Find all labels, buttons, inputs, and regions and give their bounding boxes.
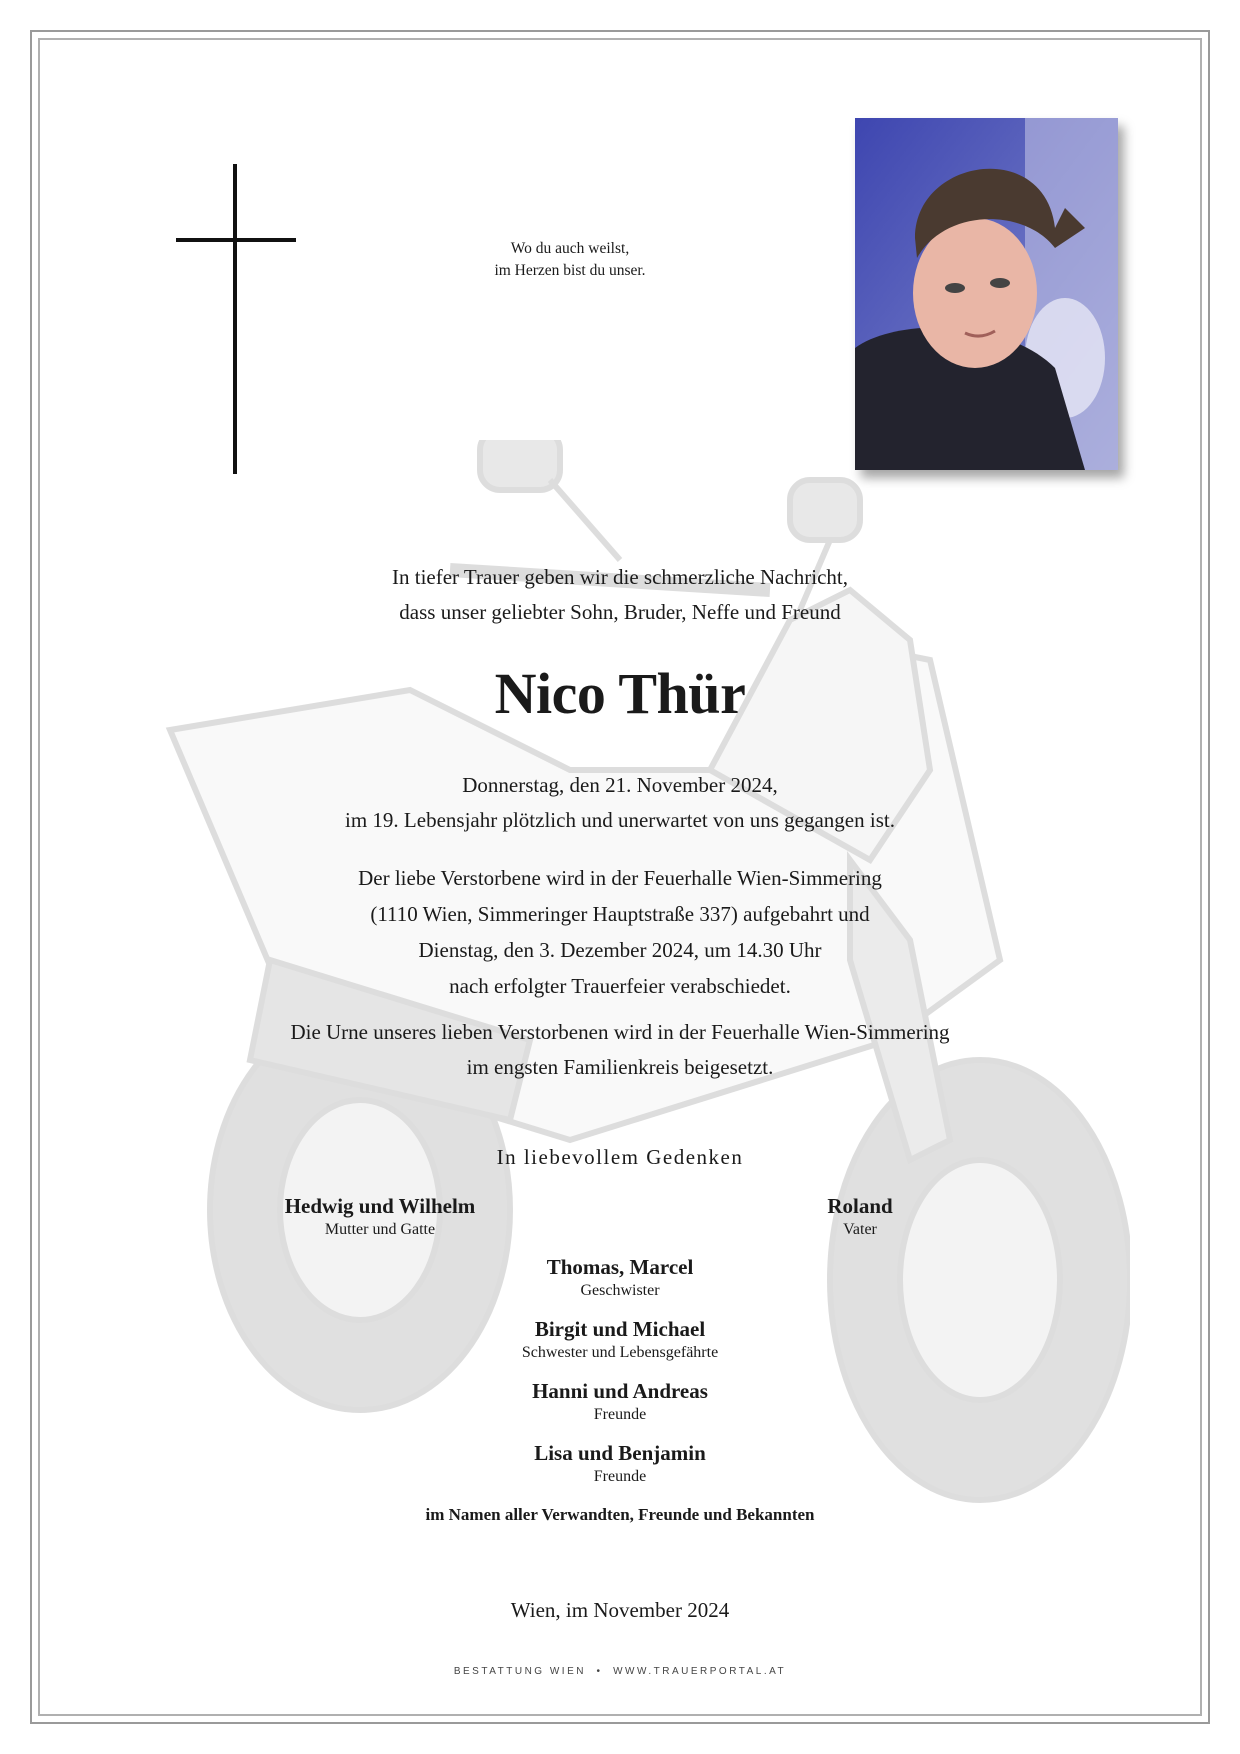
intro-line: In tiefer Trauer geben wir die schmerzliche Nachricht,	[392, 565, 848, 589]
intro-line: dass unser geliebter Sohn, Bruder, Neffe und Freund	[399, 600, 841, 624]
mourner-right	[760, 1193, 960, 1241]
ceremony-line: Der liebe Verstorbene wird in der Feuerhalle Wien-Simmering	[358, 866, 882, 890]
place-date: Wien, im November 2024	[510, 1598, 730, 1622]
cross-icon	[176, 164, 296, 474]
urn-text	[100, 1015, 1140, 1085]
verse	[420, 238, 720, 282]
mourner-name: Hedwig und Wilhelm	[284, 1194, 476, 1218]
intro-text	[100, 560, 1140, 630]
mourner-role: Mutter und Gatte	[324, 1221, 436, 1238]
ceremony-text	[100, 860, 1140, 1004]
verse-line: im Herzen bist du unser.	[494, 262, 646, 279]
urn-line: Die Urne unseres lieben Verstorbenen wird in der Feuerhalle Wien-Simmering	[290, 1020, 950, 1044]
mourner-left	[240, 1193, 520, 1241]
mourner-name: Roland	[827, 1194, 893, 1218]
mourner-role: Freunde	[593, 1468, 647, 1485]
ceremony-line: nach erfolgter Trauerfeier verabschiedet.	[449, 974, 791, 998]
date-line: im 19. Lebensjahr plötzlich und unerwartet von uns gegangen ist.	[345, 808, 895, 832]
closing-text: im Namen aller Verwandten, Freunde und Bekannten	[425, 1505, 815, 1524]
date-line: Donnerstag, den 21. November 2024,	[462, 773, 778, 797]
mourner-name: Hanni und Andreas	[532, 1379, 708, 1403]
mourner-center	[420, 1378, 820, 1426]
urn-line: im engsten Familienkreis beigesetzt.	[466, 1055, 774, 1079]
mourner-role: Geschwister	[580, 1282, 660, 1299]
footer-brand: BESTATTUNG WIEN • WWW.TRAUERPORTAL.AT	[453, 1666, 787, 1677]
death-date-text	[100, 768, 1140, 838]
portrait-photo-icon	[855, 118, 1118, 470]
mourner-name: Lisa und Benjamin	[534, 1441, 706, 1465]
mourner-center	[420, 1316, 820, 1364]
verse-line: Wo du auch weilst,	[510, 240, 630, 257]
ceremony-line: Dienstag, den 3. Dezember 2024, um 14.30 Uhr	[418, 938, 822, 962]
memory-heading: In liebevollem Gedenken	[496, 1145, 744, 1169]
mourner-role: Schwester und Lebensgefährte	[521, 1344, 719, 1361]
mourner-role: Vater	[843, 1221, 877, 1238]
deceased-name: Nico Thür	[494, 661, 746, 726]
mourner-name: Birgit und Michael	[534, 1317, 706, 1341]
mourner-center	[420, 1440, 820, 1488]
portrait-photo	[855, 118, 1118, 470]
mourner-role: Freunde	[593, 1406, 647, 1423]
ceremony-line: (1110 Wien, Simmeringer Hauptstraße 337) aufgebahrt und	[370, 902, 870, 926]
mourner-center	[420, 1254, 820, 1302]
mourner-name: Thomas, Marcel	[546, 1255, 694, 1279]
